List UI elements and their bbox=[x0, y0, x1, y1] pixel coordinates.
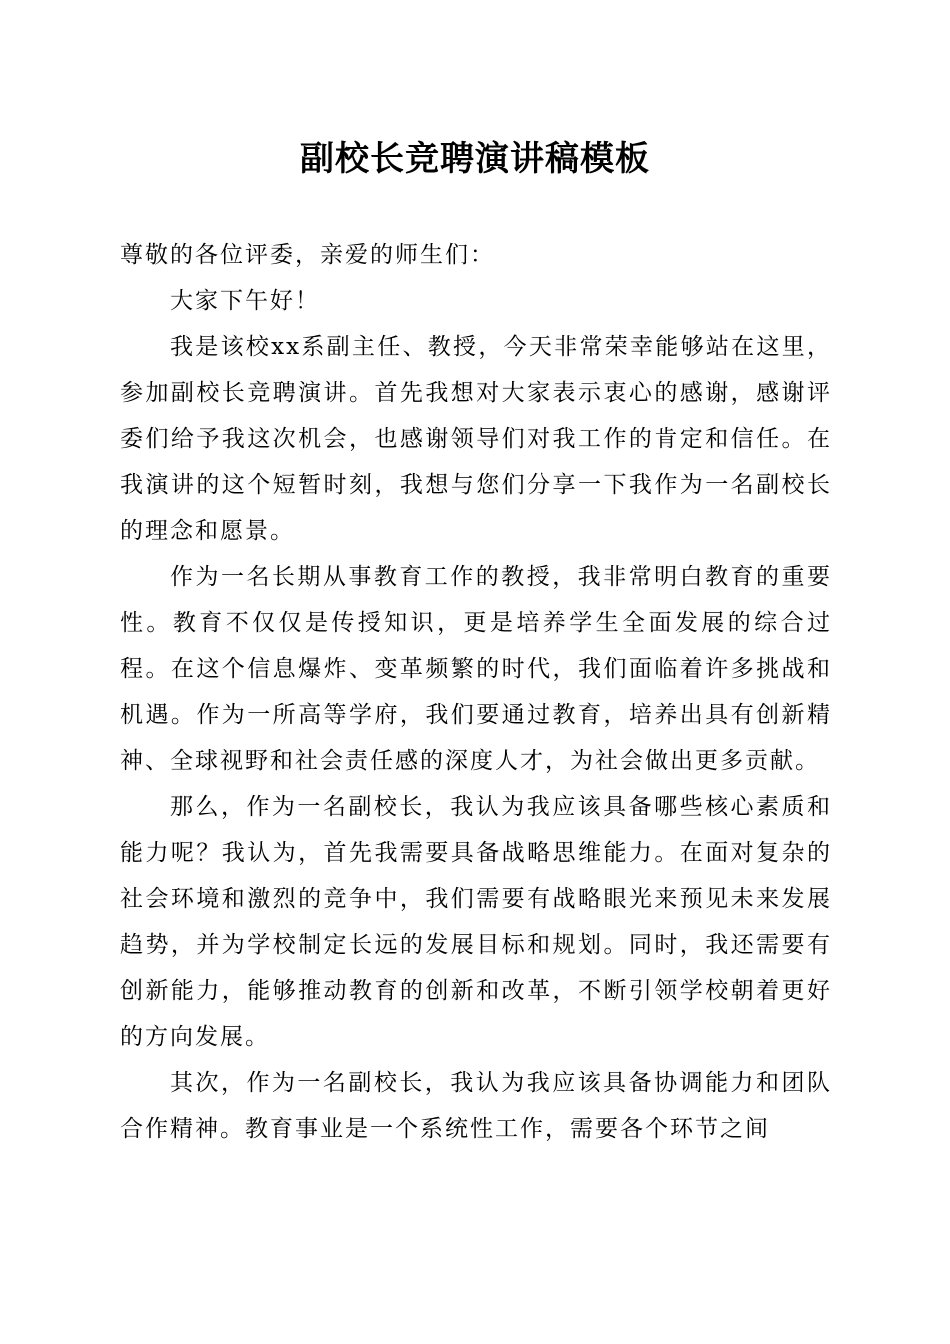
document-body bbox=[120, 232, 832, 1152]
paragraph-education-importance: 作为一名长期从事教育工作的教授，我非常明白教育的重要性。教育不仅仅是传授知识，更是培养学生全面发展的综合过程。在这个信息爆炸、变革频繁的时代，我们面临着许多挑战和机遇。作为一所高等学府，我们要通过教育，培养出具有创新精神、全球视野和社会责任感的深度人才，为社会做出更多贡献。 bbox=[120, 564, 832, 774]
paragraph-introduction: 我是该校xx系副主任、教授，今天非常荣幸能够站在这里，参加副校长竞聘演讲。首先我想对大家表示衷心的感谢，感谢评委们给予我这次机会，也感谢领导们对我工作的肯定和信任。在我演讲的这个短暂时刻，我想与您们分享一下我作为一名副校长的理念和愿景。 bbox=[120, 334, 832, 544]
paragraph-coordination: 其次，作为一名副校长，我认为我应该具备协调能力和团队合作精神。教育事业是一个系统性工作，需要各个环节之间 bbox=[120, 1070, 832, 1142]
document-title: 副校长竞聘演讲稿模板 bbox=[300, 139, 650, 179]
salutation: 尊敬的各位评委，亲爱的师生们： bbox=[120, 242, 495, 268]
paragraph-core-abilities: 那么，作为一名副校长，我认为我应该具备哪些核心素质和能力呢？我认为，首先我需要具备战略思维能力。在面对复杂的社会环境和激烈的竞争中，我们需要有战略眼光来预见未来发展趋势，并为学校制定长远的发展目标和规划。同时，我还需要有创新能力，能够推动教育的创新和改革，不断引领学校朝着更好的方向发展。 bbox=[120, 794, 832, 1050]
paragraph-greeting: 大家下午好！ bbox=[170, 288, 320, 314]
